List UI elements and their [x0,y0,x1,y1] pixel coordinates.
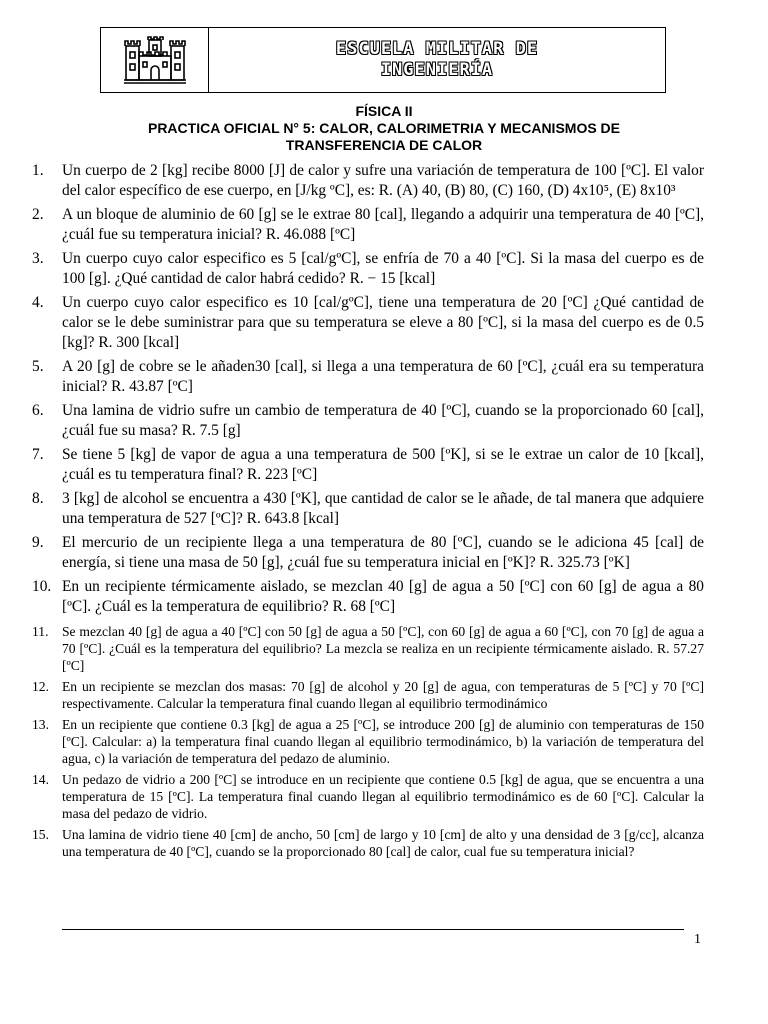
subject-title: FÍSICA II [355,103,413,119]
school-name-line-1: ESCUELA MILITAR DE [335,39,539,59]
problem-number: 1. [32,162,44,179]
problem-number: 7. [32,446,44,463]
problem-number: 13. [32,717,49,732]
problem-text: En un recipiente térmicamente aislado, se mezclan 40 [g] de agua a 50 [ºC] con 60 [g] de agua a 80 [ºC]. ¿Cuál es la temperatura de equilibrio? R. 68 [ºC] [62,578,704,615]
problem-number: 2. [32,206,44,223]
practice-title: PRACTICA OFICIAL N° 5: CALOR, CALORIMETRIA Y MECANISMOS DE [147,120,621,136]
problem-text: Un cuerpo cuyo calor especifico es 5 [cal/gºC], se enfría de 70 a 40 [ºC]. Si la masa del cuerpo es de 100 [g]. ¿Qué cantidad de calor habrá cedido? R. − 15 [kcal] [62,250,704,287]
problem-number: 15. [32,827,49,842]
problem-text: Un cuerpo de 2 [kg] recibe 8000 [J] de calor y sufre una variación de temperatura de 100 [ºC]. El valor del calor específico de ese cuerpo, en [J/kg ºC], es: R. (A) 40, (B) 80, (C) 160, (D) 4x10⁵, (E) 8x10³ [62,162,704,199]
page-number: 1 [694,932,701,947]
problem-number: 4. [32,294,44,311]
castle-icon [123,36,187,84]
problem-text: A un bloque de aluminio de 60 [g] se le extrae 80 [cal], llegando a adquirir una temperatura de 40 [ºC], ¿cuál fue su temperatura inicial? R. 46.088 [ºC] [62,206,704,243]
problem-text: Se tiene 5 [kg] de vapor de agua a una temperatura de 500 [ºK], si se le extrae un calor de 10 [kcal], ¿cuál es tu temperatura final? R. 223 [ºC] [62,446,704,483]
problem-item [32,771,704,822]
problem-text: 3 [kg] de alcohol se encuentra a 430 [ºK], que cantidad de calor se le añade, de tal manera que adquiere una temperatura de 527 [ºC]? R. 643.8 [kcal] [62,490,704,527]
problem-number: 12. [32,679,49,694]
logo-cell [101,28,209,92]
problem-item [32,716,704,767]
problem-list [32,161,704,864]
problem-item [32,357,704,397]
problem-item [32,293,704,353]
problem-number: 5. [32,358,44,375]
problem-number: 6. [32,402,44,419]
problem-item [32,533,704,573]
document-titles [0,103,768,154]
problem-text: En un recipiente se mezclan dos masas: 70 [g] de alcohol y 20 [g] de agua, con temperaturas de 5 [ºC] y 70 [ºC] respectivamente. Calcular la temperatura final cuando llegan al equilibrio termodinámico [62,679,704,711]
school-name [209,28,665,92]
problem-text: El mercurio de un recipiente llega a una temperatura de 80 [ºC], cuando se le adiciona 45 [cal] de energía, si tiene una masa de 50 [g], ¿cuál fue su temperatura inicial en [ºK]? R. 325.73 [ºK] [62,534,704,571]
problem-item [32,623,704,674]
header-box [100,27,666,93]
problem-item [32,826,704,860]
problem-text: Una lamina de vidrio sufre un cambio de temperatura de 40 [ºC], cuando se la proporcionado 60 [cal], ¿cuál fue su masa? R. 7.5 [g] [62,402,704,439]
problem-number: 14. [32,772,49,787]
problem-item [32,678,704,712]
problem-text: Se mezclan 40 [g] de agua a 40 [ºC] con 50 [g] de agua a 50 [ºC], con 60 [g] de agua a 60 [ºC], con 70 [g] de agua a 70 [ºC]. ¿Cuál es la temperatura del equilibrio? La mezcla se realiza en un recipiente térmicamente aislado. R. 57.27 [ºC] [62,624,704,673]
problem-item [32,249,704,289]
problem-text: En un recipiente que contiene 0.3 [kg] de agua a 25 [ºC], se introduce 200 [g] de aluminio con temperaturas de 150 [ºC]. Calcular: a) la temperatura final cuando llegan al equilibrio termodinámico, b) la variación de temperatura del agua, c) la variación de temperatura del pedazo de aluminio. [62,717,704,766]
problem-item [32,401,704,441]
problem-item [32,577,704,617]
problem-item [32,445,704,485]
problem-text: Un pedazo de vidrio a 200 [ºC] se introduce en un recipiente que contiene 0.5 [kg] de agua, que se encuentra a una temperatura de 15 [ºC]. La temperatura final cuando llegan al equilibrio termodinámico es de 60 [ºC]. Calcular la masa del pedazo de vidrio. [62,772,704,821]
problem-number: 10. [32,578,52,595]
practice-title-continued: TRANSFERENCIA DE CALOR [285,137,483,153]
problem-text: Una lamina de vidrio tiene 40 [cm] de ancho, 50 [cm] de largo y 10 [cm] de alto y una densidad de 3 [g/cc], alcanza una temperatura de 40 [ºC], cuando se la proporcionado 80 [cal] de calor, cual fue su temperatura inicial? [62,827,704,859]
footer-rule [62,929,684,930]
problem-item [32,489,704,529]
problem-text: Un cuerpo cuyo calor especifico es 10 [cal/gºC], tiene una temperatura de 20 [ºC] ¿Qué cantidad de calor se le debe suministrar para que su temperatura se eleve a 80 [ºC], si la masa del cuerpo es de 0.5 [kg]? R. 300 [kcal] [62,294,704,351]
problem-number: 3. [32,250,44,267]
problem-number: 8. [32,490,44,507]
problem-number: 9. [32,534,44,551]
problem-item [32,205,704,245]
problem-number: 11. [32,624,49,639]
school-name-line-2: INGENIERÍA [380,60,494,80]
problem-item [32,161,704,201]
problem-text: A 20 [g] de cobre se le añaden30 [cal], si llega a una temperatura de 60 [ºC], ¿cuál era su temperatura inicial? R. 43.87 [ºC] [62,358,704,395]
